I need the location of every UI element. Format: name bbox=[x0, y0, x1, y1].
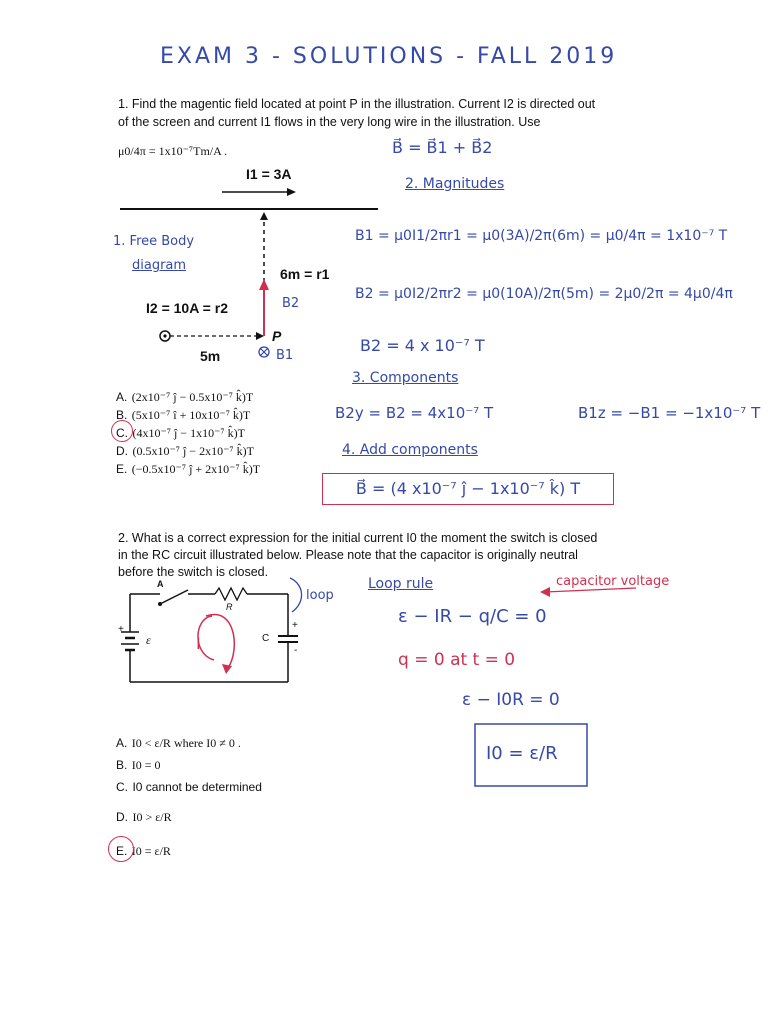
q2-option-c[interactable]: C. I0 cannot be determined bbox=[116, 780, 262, 794]
answer-circle-e bbox=[108, 836, 134, 862]
q1-option-c[interactable]: C. (4x10⁻⁷ ĵ − 1x10⁻⁷ k̂)T bbox=[116, 424, 316, 442]
circuit-label-r: R bbox=[226, 602, 233, 612]
sol2-cap-voltage: capacitor voltage bbox=[556, 574, 670, 589]
q1-text-line1: 1. Find the magentic field located at point P in the illustration. Current I2 is directed out bbox=[118, 97, 596, 111]
sol-sum: B⃗ = B⃗1 + B⃗2 bbox=[392, 138, 493, 157]
fbd-label-line2: diagram bbox=[132, 258, 187, 273]
q1-option-a[interactable]: A. (2x10⁻⁷ ĵ − 0.5x10⁻⁷ k̂)T bbox=[116, 390, 254, 404]
q2-text-line2: in the RC circuit illustrated below. Please note that the capacitor is originally neutral bbox=[118, 548, 578, 562]
b2-arrow-label: B2 bbox=[282, 296, 300, 311]
distance-5m-label: 5m bbox=[200, 348, 221, 364]
sol-b1-eq: B1 = μ0I1/2πr1 = μ0(3A)/2π(6m) = μ0/4π = 1x10⁻⁷ T bbox=[355, 228, 728, 244]
sol-b2-val: B2 = 4 x 10⁻⁷ T bbox=[360, 336, 485, 355]
q2-options bbox=[116, 734, 336, 864]
sol2-eq1: ε − IR − q/C = 0 bbox=[398, 606, 547, 627]
sol-step2: 2. Magnitudes bbox=[405, 176, 505, 192]
sol-final: B⃗ = (4 x10⁻⁷ ĵ − 1x10⁻⁷ k̂) T bbox=[322, 473, 614, 505]
q1-text-line2: of the screen and current I1 flows in the very long wire in the illustration. Use bbox=[118, 115, 541, 129]
circuit-label-plus: + bbox=[118, 624, 124, 635]
q2-option-b[interactable]: B. I0 = 0 bbox=[116, 758, 161, 772]
current1-label: I1 = 3A bbox=[246, 166, 292, 182]
circuit-label-cap-minus: - bbox=[294, 645, 298, 656]
point-p-label: P bbox=[272, 328, 282, 344]
sol-b2-eq: B2 = μ0I2/2πr2 = μ0(10A)/2π(5m) = 2μ0/2π = 4μ0/4π bbox=[355, 286, 733, 302]
sol-step4: 4. Add components bbox=[342, 442, 478, 458]
sol-b1z: B1z = −B1 = −1x10⁻⁷ T bbox=[578, 404, 761, 422]
circuit-label-emf: ε bbox=[146, 633, 151, 647]
q1-option-b[interactable]: B. (5x10⁻⁷ î + 10x10⁻⁷ k̂)T bbox=[116, 408, 251, 422]
sol2-final: I0 = ε/R bbox=[486, 743, 558, 764]
circuit-label-c: C bbox=[262, 633, 270, 644]
distance-6m-label: 6m = r1 bbox=[280, 266, 330, 282]
sol2-q0: q = 0 at t = 0 bbox=[398, 650, 516, 670]
b1-field-label: B1 bbox=[276, 348, 294, 363]
current2-label: I2 = 10A = r2 bbox=[146, 300, 228, 316]
q2-text-line3: before the switch is closed. bbox=[118, 565, 269, 579]
sol2-loop-rule: Loop rule bbox=[368, 576, 434, 592]
q1-option-d[interactable]: D. (0.5x10⁻⁷ ĵ − 2x10⁻⁷ k̂)T bbox=[116, 444, 254, 458]
sol2-loop: loop bbox=[306, 588, 334, 603]
fbd-label-line1: 1. Free Body bbox=[113, 234, 195, 249]
page-title: EXAM 3 - SOLUTIONS - FALL 2019 bbox=[160, 44, 618, 69]
sol-b2y: B2y = B2 = 4x10⁻⁷ T bbox=[335, 404, 494, 422]
circuit-current-label: I bbox=[196, 634, 201, 653]
sol-step3: 3. Components bbox=[352, 370, 459, 386]
q2-text-line1: 2. What is a correct expression for the initial current I0 the moment the switch is closed bbox=[118, 531, 598, 545]
circuit-label-cap-plus: + bbox=[292, 620, 298, 631]
q2-option-a[interactable]: A. I0 < ε/R where I0 ≠ 0 . bbox=[116, 736, 241, 750]
sol2-eq2: ε − I0R = 0 bbox=[462, 690, 560, 710]
q1-option-e[interactable]: E. (−0.5x10⁻⁷ ĵ + 2x10⁻⁷ k̂)T bbox=[116, 462, 261, 476]
q2-option-d[interactable]: D. I0 > ε/R bbox=[116, 810, 172, 824]
circuit-label-a: A bbox=[157, 579, 164, 589]
q2-option-e[interactable]: E. I0 = ε/R bbox=[116, 842, 336, 864]
q1-constant: μ0/4π = 1x10⁻⁷Tm/A . bbox=[118, 144, 228, 158]
